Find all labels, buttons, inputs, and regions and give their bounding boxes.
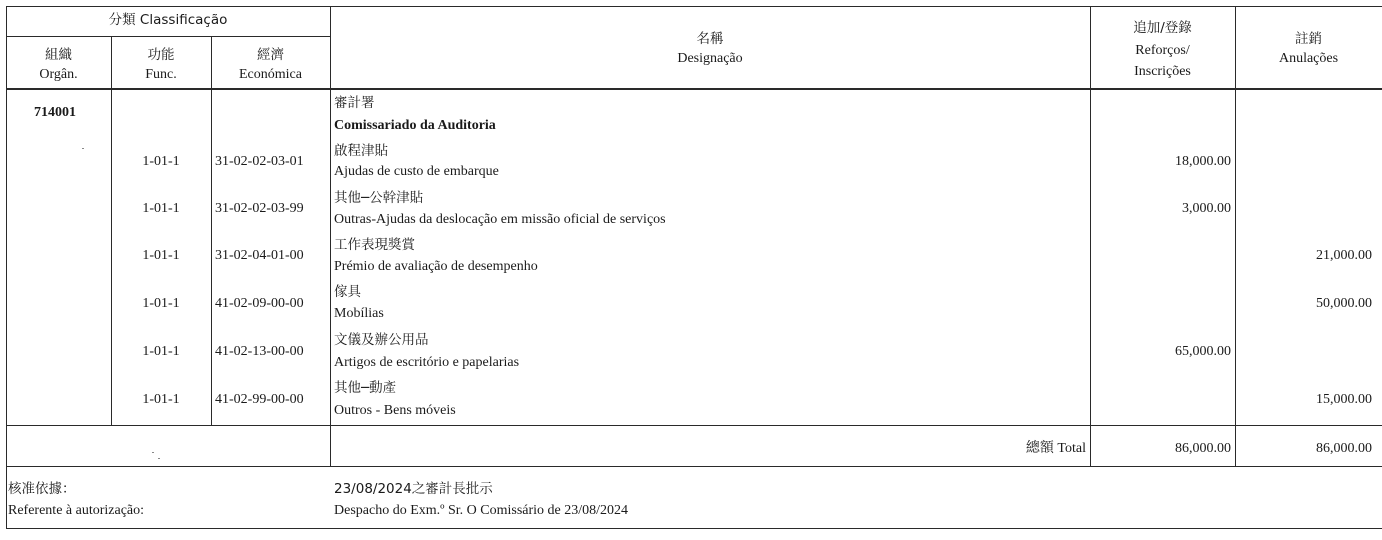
row-reforcos-value: 65,000.00 xyxy=(1175,344,1231,359)
total-reforcos: 86,000.00 xyxy=(1175,441,1231,456)
left-border xyxy=(6,6,7,529)
row-name-zh: 傢具 xyxy=(334,284,361,300)
total-anulacoes: 86,000.00 xyxy=(1316,441,1372,456)
row-func-code: 1-01-1 xyxy=(142,201,180,216)
anulacoes-header-pt: Anulações xyxy=(1278,51,1339,66)
anulacoes-header-zh: 註銷 xyxy=(1295,31,1322,47)
row-econ-code: 31-02-04-01-00 xyxy=(215,248,304,263)
row-name-pt: Outras-Ajudas da deslocação em missão oficial de serviços xyxy=(334,212,666,227)
row-name-zh: 工作表現獎賞 xyxy=(334,237,415,253)
row-name-pt: Ajudas de custo de embarque xyxy=(334,164,499,179)
organ-header-pt: Orgân. xyxy=(39,67,78,82)
entity-name-pt: Comissariado da Auditoria xyxy=(334,118,496,133)
row-name-zh: 啟程津貼 xyxy=(334,143,388,159)
designation-header-pt: Designação xyxy=(677,51,743,66)
row-name-zh: 文儀及辦公用品 xyxy=(334,332,429,348)
scan-speck xyxy=(158,458,160,459)
econ-header-zh: 經濟 xyxy=(257,47,284,63)
func-header-pt: Func. xyxy=(145,67,177,82)
designation-header-zh: 名稱 xyxy=(696,31,724,47)
row-func-code: 1-01-1 xyxy=(142,296,180,311)
row-name-pt: Prémio de avaliação de desempenho xyxy=(334,259,538,274)
row-econ-code: 41-02-99-00-00 xyxy=(215,392,304,407)
row-func-code: 1-01-1 xyxy=(142,248,180,263)
row-name-pt: Artigos de escritório e papelarias xyxy=(334,355,520,370)
econ-header-pt: Económica xyxy=(239,67,302,82)
row-reforcos-value: 18,000.00 xyxy=(1175,154,1231,169)
col-organ-func-divider xyxy=(111,36,112,426)
func-header-zh: 功能 xyxy=(147,47,175,63)
total-bottom-border xyxy=(6,466,1382,467)
entity-name-zh: 審計署 xyxy=(334,95,375,111)
row-name-pt: Outros - Bens móveis xyxy=(334,403,456,418)
authorization-label-pt: Referente à autorização: xyxy=(8,503,145,518)
authorization-text-pt: Despacho do Exm.º Sr. O Comissário de 23/08/2024 xyxy=(334,503,629,518)
top-border xyxy=(6,6,1382,7)
header-bottom-border xyxy=(6,88,1382,90)
row-func-code: 1-01-1 xyxy=(142,154,180,169)
row-name-zh: 其他─動產 xyxy=(334,380,397,396)
classification-divider xyxy=(6,36,330,37)
col-func-econ-divider xyxy=(211,36,212,426)
row-econ-code: 41-02-13-00-00 xyxy=(215,344,304,359)
organ-code: 714001 xyxy=(34,105,76,120)
organ-header-zh: 組織 xyxy=(45,47,72,63)
classification-header: 分類 Classificação xyxy=(108,12,228,28)
authorization-text-zh: 23/08/2024之審計長批示 xyxy=(334,481,493,497)
col-econ-name-divider xyxy=(330,6,331,467)
row-func-code: 1-01-1 xyxy=(142,392,180,407)
row-name-pt: Mobílias xyxy=(334,306,384,321)
scan-speck xyxy=(82,148,84,149)
row-anulacoes-value: 50,000.00 xyxy=(1316,296,1372,311)
authorization-label-zh: 核准依據： xyxy=(8,481,76,497)
row-reforcos-value: 3,000.00 xyxy=(1182,201,1231,216)
reforcos-header-zh: 追加/登錄 xyxy=(1133,20,1192,36)
body-bottom-border xyxy=(6,425,1382,426)
row-econ-code: 31-02-02-03-99 xyxy=(215,201,304,216)
row-func-code: 1-01-1 xyxy=(142,344,180,359)
reforcos-header-pt1: Reforços/ xyxy=(1135,43,1190,58)
scan-speck xyxy=(152,452,154,453)
row-econ-code: 31-02-02-03-01 xyxy=(215,154,304,169)
row-anulacoes-value: 21,000.00 xyxy=(1316,248,1372,263)
reforcos-header-pt2: Inscrições xyxy=(1134,64,1191,79)
row-econ-code: 41-02-09-00-00 xyxy=(215,296,304,311)
row-name-zh: 其他─公幹津貼 xyxy=(334,190,424,206)
total-label: 總額 Total xyxy=(1025,441,1086,456)
footer-bottom-border xyxy=(6,528,1382,529)
row-anulacoes-value: 15,000.00 xyxy=(1316,392,1372,407)
